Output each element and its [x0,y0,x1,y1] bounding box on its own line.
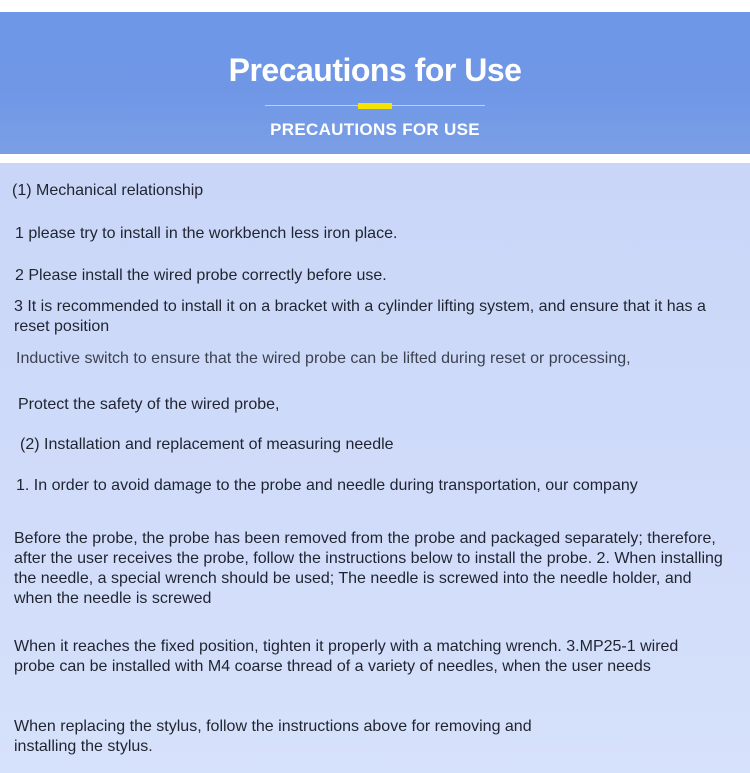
paragraph-6: 1. In order to avoid damage to the probe and needle during transportation, our company [16,477,638,494]
paragraph-7: Before the probe, the probe has been removed from the probe and packaged separately; therefore, after the user receives the probe, follow the instructions below to install the probe. 2. When installing the needle, a special wrench should be used; The needle is screwed into the needle holder, and when the needle is screwed [14,530,728,607]
paragraph-1: 1 please try to install in the workbench less iron place. [15,225,398,242]
title-divider-accent [358,103,392,109]
page-subtitle: PRECAUTIONS FOR USE [270,120,480,139]
section-heading-installation: (2) Installation and replacement of measuring needle [20,436,394,453]
paragraph-8: When it reaches the fixed position, tighten it properly with a matching wrench. 3.MP25-1 wired probe can be installed with M4 coarse thread of a variety of needles, when the user needs [14,638,683,675]
paragraph-5: Protect the safety of the wired probe, [18,396,280,413]
header-banner [0,12,750,154]
section-heading-mechanical: (1) Mechanical relationship [12,182,204,199]
content-panel [0,163,750,773]
page-title: Precautions for Use [228,52,522,88]
paragraph-9: When replacing the stylus, follow the instructions above for removing and installing the stylus. [14,718,537,755]
paragraph-2: 2 Please install the wired probe correctly before use. [15,267,387,284]
paragraph-4: Inductive switch to ensure that the wired probe can be lifted during reset or processing, [16,350,631,367]
paragraph-3: 3 It is recommended to install it on a bracket with a cylinder lifting system, and ensure that it has a reset position [14,298,711,335]
